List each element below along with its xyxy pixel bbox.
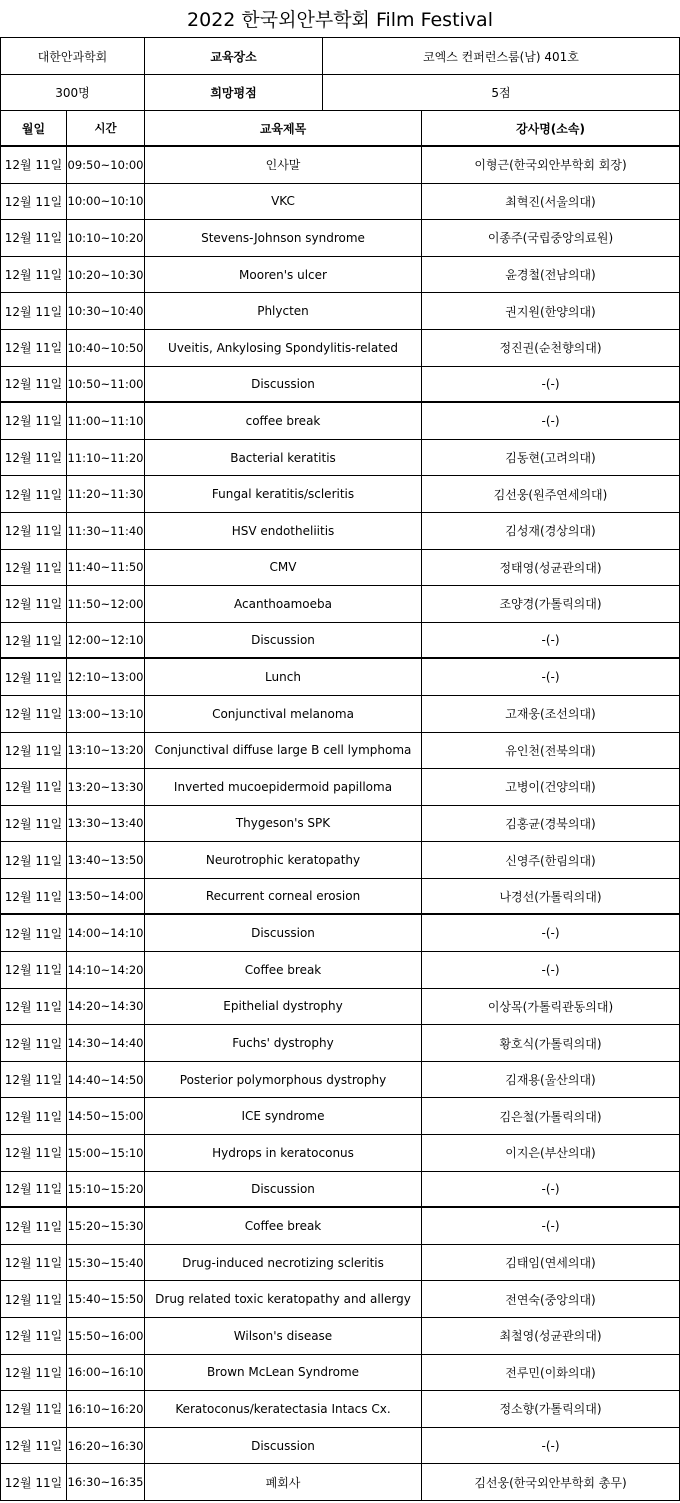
row-speaker: -(-) bbox=[541, 1181, 560, 1196]
row-date: 12월 11일 bbox=[1, 879, 67, 914]
row-time: 14:50~15:00 bbox=[67, 1098, 145, 1134]
table-row bbox=[0, 1318, 680, 1355]
row-time: 11:10~11:20 bbox=[67, 440, 145, 476]
row-speaker: 김은철(가톨릭의대) bbox=[499, 1109, 602, 1124]
row-time: 15:20~15:30 bbox=[67, 1208, 145, 1244]
row-topic: coffee break bbox=[145, 403, 422, 439]
row-time: 11:20~11:30 bbox=[67, 476, 145, 512]
table-row bbox=[0, 915, 680, 952]
row-time: 16:20~16:30 bbox=[67, 1428, 145, 1464]
row-topic: Posterior polymorphous dystrophy bbox=[145, 1062, 422, 1098]
row-topic: Uveitis, Ankylosing Spondylitis-related bbox=[145, 330, 422, 366]
row-topic: Recurrent corneal erosion bbox=[145, 879, 422, 914]
row-topic: CMV bbox=[145, 550, 422, 586]
row-time: 13:30~13:40 bbox=[67, 806, 145, 842]
row-time: 12:00~12:10 bbox=[67, 623, 145, 658]
row-date: 12월 11일 bbox=[1, 586, 67, 622]
row-topic: Discussion bbox=[145, 1172, 422, 1207]
row-date: 12월 11일 bbox=[1, 367, 67, 402]
row-date: 12월 11일 bbox=[1, 257, 67, 293]
row-date: 12월 11일 bbox=[1, 1098, 67, 1134]
row-speaker: 최혁진(서울의대) bbox=[505, 194, 596, 209]
row-date: 12월 11일 bbox=[1, 403, 67, 439]
row-date: 12월 11일 bbox=[1, 1208, 67, 1244]
table-row bbox=[0, 1464, 680, 1501]
row-speaker: 정태영(성균관의대) bbox=[499, 560, 602, 575]
row-speaker: 고병이(건양의대) bbox=[505, 780, 596, 795]
row-speaker: 이지은(부산의대) bbox=[505, 1146, 596, 1161]
row-time: 13:40~13:50 bbox=[67, 842, 145, 878]
table-row bbox=[0, 440, 680, 477]
row-topic: 폐회사 bbox=[145, 1464, 422, 1500]
row-time: 10:40~10:50 bbox=[67, 330, 145, 366]
organizer-cell: 대한안과학회 bbox=[1, 38, 145, 74]
table-row bbox=[0, 1428, 680, 1465]
table-header bbox=[0, 111, 680, 147]
table-row bbox=[0, 879, 680, 916]
score-label: 희망평점 bbox=[145, 75, 323, 110]
row-time: 11:30~11:40 bbox=[67, 513, 145, 549]
row-speaker: -(-) bbox=[541, 926, 560, 941]
row-topic: Discussion bbox=[145, 915, 422, 951]
table-row bbox=[0, 586, 680, 623]
table-row bbox=[0, 257, 680, 294]
row-speaker: 김동현(고려의대) bbox=[505, 451, 596, 466]
row-speaker: -(-) bbox=[541, 962, 560, 977]
row-time: 14:10~14:20 bbox=[67, 952, 145, 988]
row-date: 12월 11일 bbox=[1, 623, 67, 658]
page-title: 2022 한국외안부학회 Film Festival bbox=[0, 0, 680, 38]
row-topic: Fuchs' dystrophy bbox=[145, 1025, 422, 1061]
row-date: 12월 11일 bbox=[1, 696, 67, 732]
row-topic: Drug related toxic keratopathy and allergy bbox=[145, 1281, 422, 1317]
row-date: 12월 11일 bbox=[1, 184, 67, 220]
table-row bbox=[0, 1245, 680, 1282]
row-topic: ICE syndrome bbox=[145, 1098, 422, 1134]
row-date: 12월 11일 bbox=[1, 1172, 67, 1207]
header-date: 월일 bbox=[1, 111, 67, 145]
table-row bbox=[0, 952, 680, 989]
row-time: 14:30~14:40 bbox=[67, 1025, 145, 1061]
row-date: 12월 11일 bbox=[1, 220, 67, 256]
row-speaker: 정진권(순천향의대) bbox=[499, 341, 602, 356]
table-row bbox=[0, 1355, 680, 1392]
row-date: 12월 11일 bbox=[1, 842, 67, 878]
row-time: 10:20~10:30 bbox=[67, 257, 145, 293]
row-date: 12월 11일 bbox=[1, 550, 67, 586]
table-row bbox=[0, 367, 680, 404]
row-speaker: 김홍균(경북의대) bbox=[505, 816, 596, 831]
row-topic: Discussion bbox=[145, 1428, 422, 1464]
row-date: 12월 11일 bbox=[1, 513, 67, 549]
row-time: 14:20~14:30 bbox=[67, 989, 145, 1025]
row-date: 12월 11일 bbox=[1, 476, 67, 512]
info-row-venue bbox=[0, 38, 680, 75]
row-topic: VKC bbox=[145, 184, 422, 220]
row-time: 09:50~10:00 bbox=[67, 147, 145, 183]
row-speaker: 이상목(가톨릭관동의대) bbox=[487, 999, 614, 1014]
table-row bbox=[0, 476, 680, 513]
row-time: 11:40~11:50 bbox=[67, 550, 145, 586]
row-topic: Lunch bbox=[145, 659, 422, 695]
row-date: 12월 11일 bbox=[1, 952, 67, 988]
row-time: 16:30~16:35 bbox=[67, 1464, 145, 1500]
row-time: 13:50~14:00 bbox=[67, 879, 145, 914]
row-date: 12월 11일 bbox=[1, 769, 67, 805]
table-row bbox=[0, 659, 680, 696]
row-time: 14:00~14:10 bbox=[67, 915, 145, 951]
table-row bbox=[0, 330, 680, 367]
table-row bbox=[0, 696, 680, 733]
table-row bbox=[0, 1391, 680, 1428]
row-topic: HSV endotheliitis bbox=[145, 513, 422, 549]
row-time: 10:10~10:20 bbox=[67, 220, 145, 256]
header-time: 시간 bbox=[67, 111, 145, 145]
table-row bbox=[0, 769, 680, 806]
row-date: 12월 11일 bbox=[1, 440, 67, 476]
row-date: 12월 11일 bbox=[1, 733, 67, 769]
row-time: 12:10~13:00 bbox=[67, 659, 145, 695]
row-time: 10:50~11:00 bbox=[67, 367, 145, 402]
row-time: 13:20~13:30 bbox=[67, 769, 145, 805]
table-row bbox=[0, 403, 680, 440]
table-row bbox=[0, 1062, 680, 1099]
table-row bbox=[0, 1135, 680, 1172]
row-speaker: 최철영(성균관의대) bbox=[499, 1329, 602, 1344]
row-topic: Discussion bbox=[145, 367, 422, 402]
row-topic: Wilson's disease bbox=[145, 1318, 422, 1354]
row-time: 15:10~15:20 bbox=[67, 1172, 145, 1207]
row-date: 12월 11일 bbox=[1, 1062, 67, 1098]
row-time: 15:30~15:40 bbox=[67, 1245, 145, 1281]
row-speaker: -(-) bbox=[541, 413, 560, 428]
row-topic: Fungal keratitis/scleritis bbox=[145, 476, 422, 512]
row-topic: Hydrops in keratoconus bbox=[145, 1135, 422, 1171]
row-topic: Coffee break bbox=[145, 1208, 422, 1244]
table-row bbox=[0, 1098, 680, 1135]
row-topic: 인사말 bbox=[145, 147, 422, 183]
row-time: 11:00~11:10 bbox=[67, 403, 145, 439]
table-row bbox=[0, 220, 680, 257]
row-topic: Thygeson's SPK bbox=[145, 806, 422, 842]
row-time: 13:10~13:20 bbox=[67, 733, 145, 769]
table-row bbox=[0, 989, 680, 1026]
row-time: 10:30~10:40 bbox=[67, 293, 145, 329]
info-row-score bbox=[0, 75, 680, 111]
row-topic: Brown McLean Syndrome bbox=[145, 1355, 422, 1391]
row-speaker: -(-) bbox=[541, 1219, 560, 1234]
row-speaker: -(-) bbox=[541, 376, 560, 391]
row-topic: Conjunctival diffuse large B cell lymphoma bbox=[145, 733, 422, 769]
row-time: 13:00~13:10 bbox=[67, 696, 145, 732]
row-topic: Acanthoamoeba bbox=[145, 586, 422, 622]
row-topic: Phlycten bbox=[145, 293, 422, 329]
row-speaker: 이형근(한국외안부학회 회장) bbox=[474, 158, 627, 173]
row-speaker: 김성재(경상의대) bbox=[505, 524, 596, 539]
row-speaker: 고재웅(조선의대) bbox=[505, 707, 596, 722]
row-date: 12월 11일 bbox=[1, 806, 67, 842]
row-speaker: 김태임(연세의대) bbox=[505, 1256, 596, 1271]
row-speaker: 전연숙(중앙의대) bbox=[505, 1292, 596, 1307]
table-row bbox=[0, 293, 680, 330]
row-speaker: 황호식(가톨릭의대) bbox=[499, 1036, 602, 1051]
venue-label: 교육장소 bbox=[145, 38, 323, 74]
row-topic: Neurotrophic keratopathy bbox=[145, 842, 422, 878]
row-speaker: -(-) bbox=[541, 670, 560, 685]
row-time: 15:50~16:00 bbox=[67, 1318, 145, 1354]
row-speaker: 조양경(가톨릭의대) bbox=[499, 597, 602, 612]
schedule-table bbox=[0, 111, 680, 1501]
row-speaker: 전루민(이화의대) bbox=[505, 1365, 596, 1380]
row-speaker: -(-) bbox=[541, 1438, 560, 1453]
row-time: 15:00~15:10 bbox=[67, 1135, 145, 1171]
table-row bbox=[0, 842, 680, 879]
row-date: 12월 11일 bbox=[1, 989, 67, 1025]
row-date: 12월 11일 bbox=[1, 1245, 67, 1281]
table-row bbox=[0, 1025, 680, 1062]
table-row bbox=[0, 733, 680, 770]
row-date: 12월 11일 bbox=[1, 1464, 67, 1500]
row-speaker: 나경선(가톨릭의대) bbox=[499, 889, 602, 904]
row-date: 12월 11일 bbox=[1, 1025, 67, 1061]
header-topic: 교육제목 bbox=[145, 111, 422, 145]
table-row bbox=[0, 806, 680, 843]
row-speaker: 이종주(국립중앙의료원) bbox=[487, 231, 614, 246]
row-topic: Coffee break bbox=[145, 952, 422, 988]
row-date: 12월 11일 bbox=[1, 147, 67, 183]
row-topic: Stevens-Johnson syndrome bbox=[145, 220, 422, 256]
row-speaker: 김선웅(원주연세의대) bbox=[493, 487, 608, 502]
row-topic: Mooren's ulcer bbox=[145, 257, 422, 293]
table-row bbox=[0, 147, 680, 184]
row-time: 16:00~16:10 bbox=[67, 1355, 145, 1391]
row-date: 12월 11일 bbox=[1, 1281, 67, 1317]
row-time: 14:40~14:50 bbox=[67, 1062, 145, 1098]
row-time: 16:10~16:20 bbox=[67, 1391, 145, 1427]
row-topic: Epithelial dystrophy bbox=[145, 989, 422, 1025]
row-speaker: 김재용(울산의대) bbox=[505, 1073, 596, 1088]
row-date: 12월 11일 bbox=[1, 1355, 67, 1391]
row-time: 15:40~15:50 bbox=[67, 1281, 145, 1317]
row-date: 12월 11일 bbox=[1, 915, 67, 951]
venue-value: 코엑스 컨퍼런스룸(남) 401호 bbox=[423, 49, 579, 64]
row-time: 10:00~10:10 bbox=[67, 184, 145, 220]
score-value: 5점 bbox=[491, 86, 511, 100]
row-topic: Discussion bbox=[145, 623, 422, 658]
table-row bbox=[0, 1172, 680, 1209]
table-row bbox=[0, 1281, 680, 1318]
row-date: 12월 11일 bbox=[1, 1135, 67, 1171]
row-speaker: 윤경철(전남의대) bbox=[505, 268, 596, 283]
row-topic: Inverted mucoepidermoid papilloma bbox=[145, 769, 422, 805]
row-topic: Bacterial keratitis bbox=[145, 440, 422, 476]
row-date: 12월 11일 bbox=[1, 330, 67, 366]
row-speaker: 신영주(한림의대) bbox=[505, 853, 596, 868]
capacity-cell: 300명 bbox=[1, 75, 145, 110]
row-date: 12월 11일 bbox=[1, 1318, 67, 1354]
row-topic: Keratoconus/keratectasia Intacs Cx. bbox=[145, 1391, 422, 1427]
row-speaker: 유인천(전북의대) bbox=[505, 743, 596, 758]
row-date: 12월 11일 bbox=[1, 1391, 67, 1427]
header-speaker: 강사명(소속) bbox=[516, 121, 585, 136]
row-date: 12월 11일 bbox=[1, 1428, 67, 1464]
table-row bbox=[0, 513, 680, 550]
row-speaker: 김선웅(한국외안부학회 총무) bbox=[474, 1475, 627, 1490]
row-time: 11:50~12:00 bbox=[67, 586, 145, 622]
table-row bbox=[0, 1208, 680, 1245]
row-speaker: -(-) bbox=[541, 633, 560, 648]
table-body bbox=[0, 147, 680, 1501]
row-date: 12월 11일 bbox=[1, 293, 67, 329]
row-speaker: 권지원(한양의대) bbox=[505, 304, 596, 319]
table-row bbox=[0, 550, 680, 587]
row-topic: Conjunctival melanoma bbox=[145, 696, 422, 732]
table-row bbox=[0, 184, 680, 221]
row-topic: Drug-induced necrotizing scleritis bbox=[145, 1245, 422, 1281]
table-row bbox=[0, 623, 680, 660]
row-speaker: 정소향(가톨릭의대) bbox=[499, 1402, 602, 1417]
row-date: 12월 11일 bbox=[1, 659, 67, 695]
